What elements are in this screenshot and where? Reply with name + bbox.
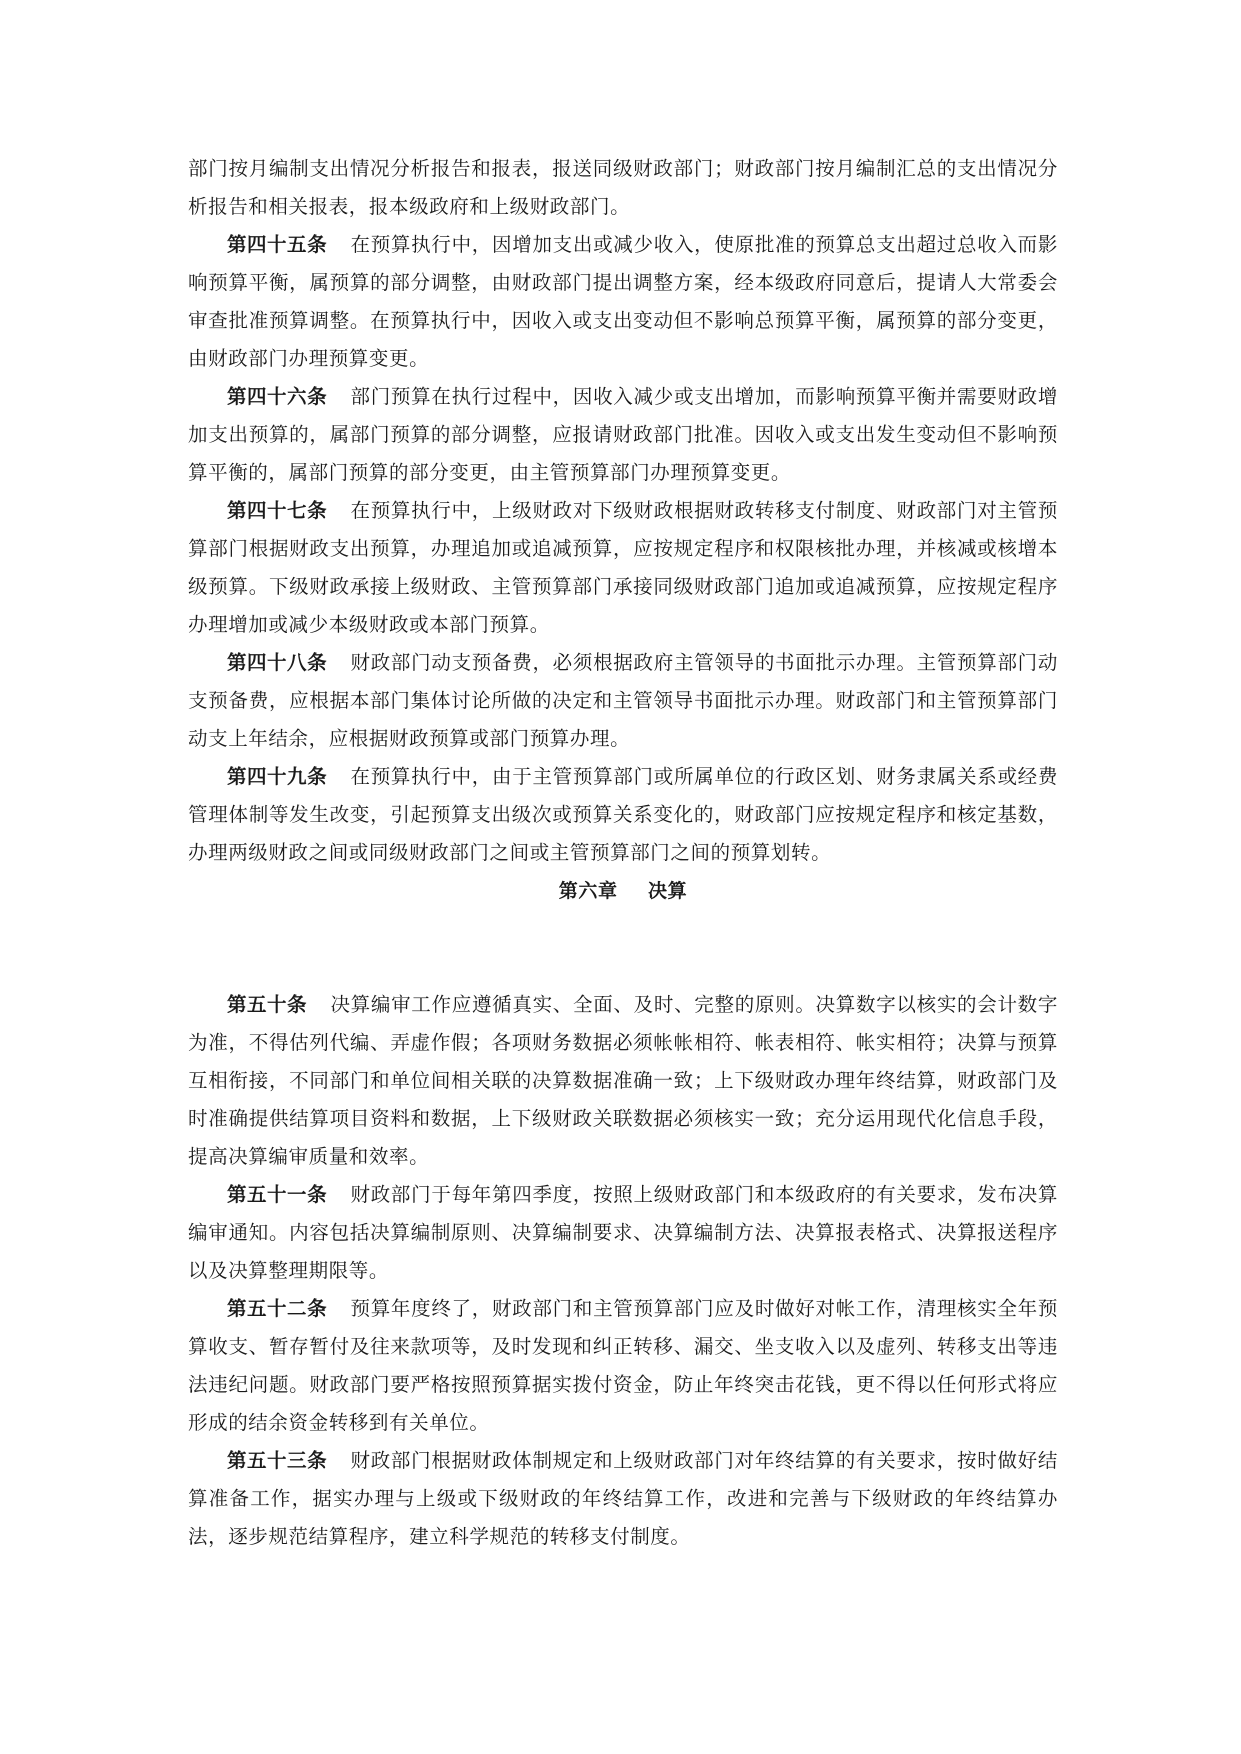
article-text: 在预算执行中，因增加支出或减少收入，使原批准的预算总支出超过总收入而影响预算平衡，属预算的部分调整，由财政部门提出调整方案，经本级政府同意后，提请人大常委会审查批准预算调整。在预算执行中，因收入或支出变动但不影响总预算平衡，属预算的部分变更，由财政部门办理预算变更。 (188, 233, 1058, 370)
document-page (188, 150, 1058, 1556)
chapter-number: 第六章 (558, 880, 618, 902)
article-53 (188, 1442, 1058, 1556)
article-number: 第四十五条 (227, 233, 328, 256)
article-48 (188, 644, 1058, 758)
article-47 (188, 492, 1058, 644)
article-text: 财政部门于每年第四季度，按照上级财政部门和本级政府的有关要求，发布决算编审通知。内容包括决算编制原则、决算编制要求、决算编制方法、决算报表格式、决算报送程序以及决算整理期限等。 (188, 1183, 1058, 1282)
chapter-heading (188, 872, 1058, 910)
article-51 (188, 1176, 1058, 1290)
lead-paragraph: 部门按月编制支出情况分析报告和报表，报送同级财政部门；财政部门按月编制汇总的支出情况分析报告和相关报表，报本级政府和上级财政部门。 (188, 157, 1058, 218)
article-number: 第五十条 (227, 993, 308, 1016)
article-text: 在预算执行中，由于主管预算部门或所属单位的行政区划、财务隶属关系或经费管理体制等发生改变，引起预算支出级次或预算关系变化的，财政部门应按规定程序和核定基数，办理两级财政之间或同级财政部门之间或主管预算部门之间的预算划转。 (188, 765, 1058, 864)
article-text: 财政部门根据财政体制规定和上级财政部门对年终结算的有关要求，按时做好结算准备工作，据实办理与上级或下级财政的年终结算工作，改进和完善与下级财政的年终结算办法，逐步规范结算程序，建立科学规范的转移支付制度。 (188, 1449, 1058, 1548)
article-text: 部门预算在执行过程中，因收入减少或支出增加，而影响预算平衡并需要财政增加支出预算的，属部门预算的部分调整，应报请财政部门批准。因收入或支出发生变动但不影响预算平衡的，属部门预算的部分变更，由主管预算部门办理预算变更。 (188, 385, 1058, 484)
article-number: 第五十二条 (227, 1297, 328, 1320)
article-52 (188, 1290, 1058, 1442)
article-number: 第五十一条 (227, 1183, 328, 1206)
article-text: 预算年度终了，财政部门和主管预算部门应及时做好对帐工作，清理核实全年预算收支、暂存暂付及往来款项等，及时发现和纠正转移、漏交、坐支收入以及虚列、转移支出等违法违纪问题。财政部门要严格按照预算据实拨付资金，防止年终突击花钱，更不得以任何形式将应形成的结余资金转移到有关单位。 (188, 1297, 1058, 1434)
article-number: 第四十六条 (227, 385, 328, 408)
chapter-spacer (188, 910, 1058, 986)
chapter-title: 决算 (648, 880, 688, 902)
article-text: 在预算执行中，上级财政对下级财政根据财政转移支付制度、财政部门对主管预算部门根据财政支出预算，办理追加或追减预算，应按规定程序和权限核批办理，并核减或核增本级预算。下级财政承接上级财政、主管预算部门承接同级财政部门追加或追减预算，应按规定程序办理增加或减少本级财政或本部门预算。 (188, 499, 1058, 636)
article-45 (188, 226, 1058, 378)
article-46 (188, 378, 1058, 492)
article-text: 决算编审工作应遵循真实、全面、及时、完整的原则。决算数字以核实的会计数字为准，不得估列代编、弄虚作假；各项财务数据必须帐帐相符、帐表相符、帐实相符；决算与预算互相衔接，不同部门和单位间相关联的决算数据准确一致；上下级财政办理年终结算，财政部门及时准确提供结算项目资料和数据，上下级财政关联数据必须核实一致；充分运用现代化信息手段，提高决算编审质量和效率。 (188, 993, 1058, 1168)
article-text: 财政部门动支预备费，必须根据政府主管领导的书面批示办理。主管预算部门动支预备费，应根据本部门集体讨论所做的决定和主管领导书面批示办理。财政部门和主管预算部门动支上年结余，应根据财政预算或部门预算办理。 (188, 651, 1058, 750)
article-number: 第四十八条 (227, 651, 328, 674)
article-50 (188, 986, 1058, 1176)
article-number: 第五十三条 (227, 1449, 328, 1472)
article-number: 第四十七条 (227, 499, 328, 522)
article-49 (188, 758, 1058, 872)
article-number: 第四十九条 (227, 765, 328, 788)
